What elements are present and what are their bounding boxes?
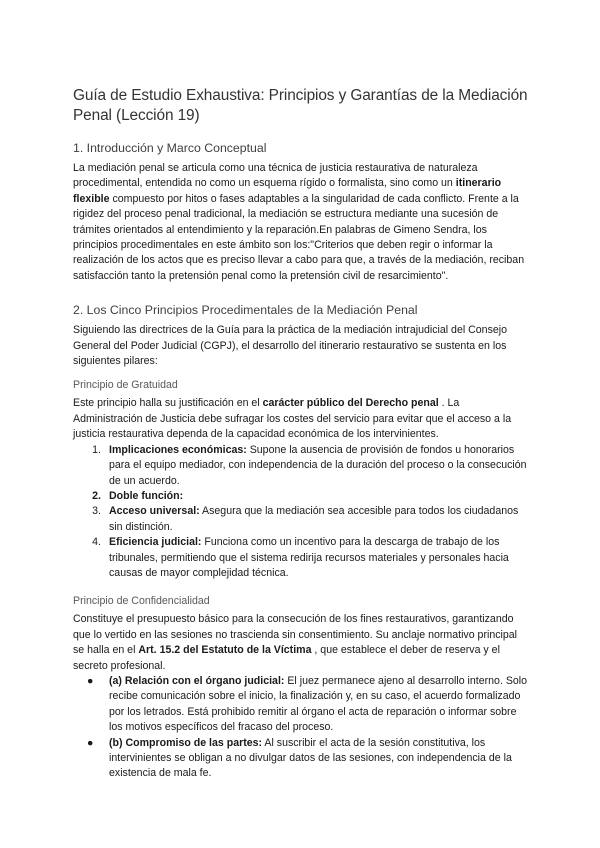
bullet-icon: ● bbox=[87, 674, 94, 687]
list-item bbox=[73, 736, 528, 782]
list-item bbox=[73, 489, 528, 504]
list-item-label: (b) Compromiso de las partes: bbox=[109, 736, 263, 749]
gratuidad-list bbox=[73, 443, 528, 582]
text-run: Constituye el presupuesto básico para la consecución de los fines restaurativos, garantizando que lo vertido en las sesiones no trascienda sin consentimiento. Su anclaje normativo principal se halla en el bbox=[73, 613, 518, 657]
document-content bbox=[73, 86, 528, 782]
confidencialidad-paragraph bbox=[73, 612, 528, 674]
list-item-text: El juez permanece ajeno al desarrollo interno. Solo recibe comunicación sobre el inicio, la finalización y, en su caso, el acuerdo formalizado por los letrados. Está prohibido remitir al órgano el acta de reparación o informar sobre los motivos específicos del fracaso del proceso. bbox=[109, 674, 528, 734]
document-title: Guía de Estudio Exhaustiva: Principios y Garantías de la Mediación Penal (Lección 19) bbox=[73, 87, 528, 124]
text-run: , que establece el deber de reserva y el secreto profesional. bbox=[73, 644, 500, 672]
bullet-icon: ● bbox=[87, 736, 94, 749]
bold-term: carácter público del Derecho penal bbox=[262, 397, 439, 410]
list-item-text: Funciona como un incentivo para la descarga de trabajo de los tribunales, permitiendo que el sistema redirija recursos materiales y personales hacia causas de mayor complejidad técnica. bbox=[109, 536, 509, 579]
list-item-label: Acceso universal: bbox=[109, 505, 200, 518]
gratuidad-paragraph bbox=[73, 396, 528, 442]
list-item bbox=[73, 674, 528, 736]
list-item bbox=[73, 504, 528, 535]
gratuidad-heading: Principio de Gratuidad bbox=[73, 379, 178, 392]
list-item-label: Implicaciones económicas: bbox=[109, 443, 247, 456]
list-item-label: Doble función: bbox=[109, 489, 184, 502]
section-2-heading: 2. Los Cinco Principios Procedimentales de la Mediación Penal bbox=[73, 303, 418, 318]
list-marker: 1. bbox=[92, 443, 101, 456]
section-1-paragraph bbox=[73, 161, 528, 284]
text-run: . La Administración de Justicia debe sufragar los costes del servicio para evitar que el acceso a la justicia restaurativa dependa de la capacidad económica de los intervinientes. bbox=[73, 397, 512, 441]
bold-term: Art. 15.2 del Estatuto de la Víctima bbox=[138, 644, 312, 657]
section-1-heading: 1. Introducción y Marco Conceptual bbox=[73, 141, 267, 155]
bold-term: itinerario flexible bbox=[73, 177, 502, 205]
list-item-text: Asegura que la mediación sea accesible para todos los ciudadanos sin distinción. bbox=[109, 505, 519, 533]
list-item bbox=[73, 535, 528, 581]
confidencialidad-list bbox=[73, 674, 528, 782]
text-run: Este principio halla su justificación en el bbox=[73, 397, 263, 410]
confidencialidad-heading: Principio de Confidencialidad bbox=[73, 595, 210, 608]
list-item-label: Eficiencia judicial: bbox=[109, 536, 202, 549]
list-item-text: Al suscribir el acta de la sesión constitutiva, los intervinientes se obligan a no divulgar datos de las sesiones, con independencia de la existencia de mala fe. bbox=[109, 736, 512, 780]
section-2-intro: Siguiendo las directrices de la Guía para la práctica de la mediación intrajudicial del Consejo General del Poder Judicial (CGPJ), el desarrollo del itinerario restaurativo se sustenta en los siguientes pilares: bbox=[73, 324, 507, 368]
list-item bbox=[73, 443, 528, 489]
text-run: compuesto por hitos o fases adaptables a la singularidad de cada conflicto. Frente a la rigidez del proceso penal tradicional, la mediación se estructura mediante una sucesión de trámites orientados al entendimiento y la reparación.En palabras de Gimeno Sendra, los principios procedimentales en este ámbito son los:"Criterios que deben regir o informar la realización de los actos que es preciso llevar a cabo para que, a través de la mediación, reciban satisfacción tanto la pretensión penal como la pretensión civil de resarcimiento". bbox=[73, 192, 525, 282]
list-item-text: Supone la ausencia de provisión de fondos u honorarios para el equipo mediador, con independencia de la duración del proceso o la consecución de un acuerdo. bbox=[109, 443, 527, 487]
list-marker: 4. bbox=[92, 536, 101, 549]
list-marker: 2. bbox=[92, 489, 101, 502]
text-run: La mediación penal se articula como una técnica de justicia restaurativa de naturaleza procedimental, entendida no como un esquema rígido o formalista, sino como un bbox=[73, 162, 478, 190]
list-marker: 3. bbox=[92, 505, 101, 518]
list-item-label: (a) Relación con el órgano judicial: bbox=[109, 674, 285, 687]
